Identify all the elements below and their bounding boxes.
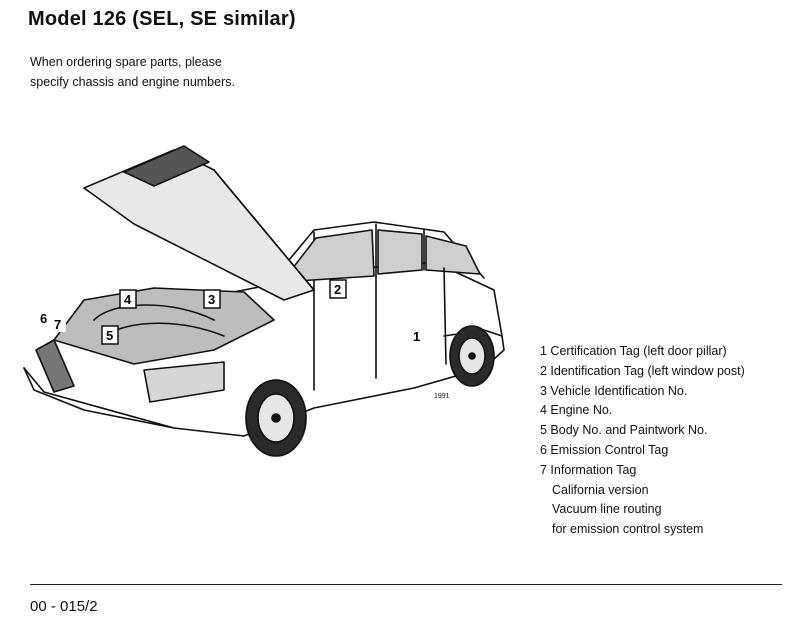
callout-label: 7 <box>54 317 62 332</box>
callout-6 <box>38 310 52 326</box>
figure-code: 1991 <box>434 393 450 400</box>
callout-5 <box>102 326 118 344</box>
callout-2 <box>330 280 346 298</box>
intro-text <box>30 52 235 92</box>
legend-subitem: for emission control system <box>552 522 704 537</box>
headlight <box>144 362 224 402</box>
footer-divider <box>30 584 782 585</box>
callout-label: 2 <box>334 282 342 297</box>
page-title: Model 126 (SEL, SE similar) <box>28 8 296 30</box>
car-illustration <box>14 140 534 460</box>
front-wheel <box>246 380 306 456</box>
front-grille <box>36 340 74 392</box>
callout-1 <box>410 328 424 344</box>
legend-item: 5 Body No. and Paintwork No. <box>540 423 708 438</box>
engine-bay <box>54 288 274 364</box>
callout-label: 1 <box>413 329 421 344</box>
callout-label: 5 <box>106 328 114 343</box>
legend-item: 3 Vehicle Identification No. <box>540 383 688 398</box>
intro-line: specify chassis and engine numbers. <box>30 75 235 89</box>
callout-label: 6 <box>40 311 48 326</box>
legend-subitem: California version <box>552 482 649 497</box>
callout-7 <box>52 316 66 332</box>
callout-label: 4 <box>124 292 132 307</box>
page-number: 00 - 015/2 <box>30 598 98 615</box>
legend-item: 4 Engine No. <box>540 403 613 418</box>
callout-label: 3 <box>208 292 216 307</box>
legend-item: 1 Certification Tag (left door pillar) <box>540 344 727 358</box>
legend-item: 2 Identification Tag (left window post) <box>540 363 745 378</box>
raised-hood <box>84 150 314 300</box>
legend-item: 7 Information Tag <box>540 462 637 477</box>
rear-wheel <box>450 326 494 386</box>
callout-3 <box>204 290 220 308</box>
legend-subitem: Vacuum line routing <box>552 502 662 517</box>
callout-4 <box>120 290 136 308</box>
legend <box>540 342 745 540</box>
intro-line: When ordering spare parts, please <box>30 55 222 69</box>
legend-item: 6 Emission Control Tag <box>540 442 669 457</box>
